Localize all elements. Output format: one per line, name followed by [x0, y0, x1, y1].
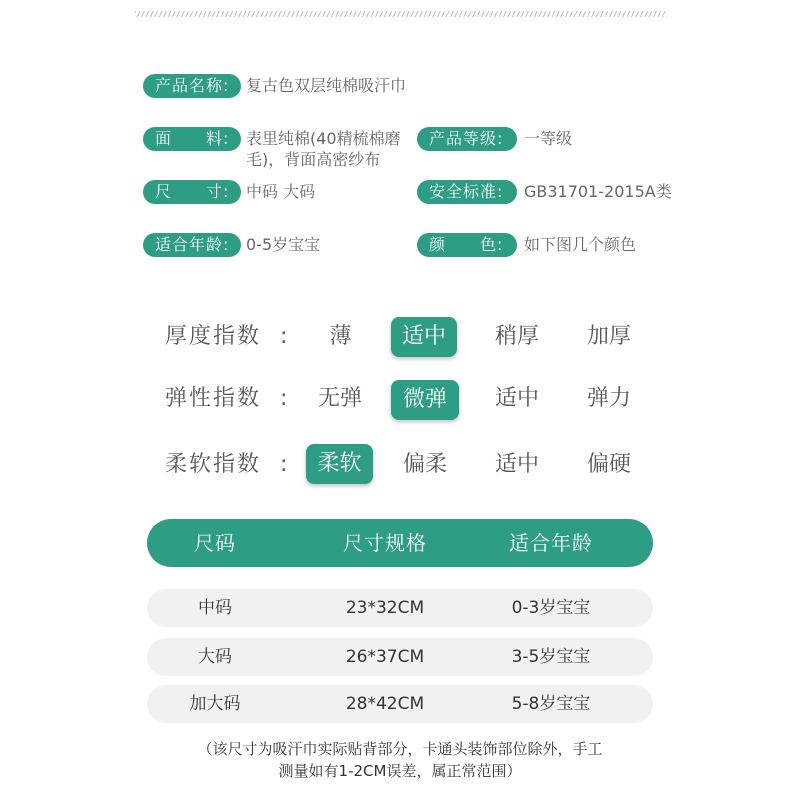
softness-option-medium: 适中 [494, 452, 539, 477]
softness-option-hard: 偏硬 [586, 452, 631, 477]
measurement-note-line-1: （该尺寸为吸汗巾实际贴背部分，卡通头装饰部位除外，手工 [197, 740, 603, 758]
row-size: 中码 [198, 598, 232, 618]
elasticity-option-none: 无弹 [317, 386, 362, 411]
elasticity-option-slight-selected: 微弹 [391, 380, 459, 420]
product-name-value: 复古色双层纯棉吸汗巾 [246, 76, 407, 95]
row-dimensions: 26*37CM [345, 647, 425, 667]
row-dimensions: 23*32CM [345, 598, 425, 618]
thickness-option-thin: 薄 [329, 324, 352, 349]
product-name-label: 产品名称: [143, 74, 241, 98]
color-label: 颜 色: [417, 233, 517, 257]
row-age: 5-8岁宝宝 [511, 694, 591, 714]
table-row [147, 589, 653, 627]
measurement-note [150, 738, 650, 782]
safety-standard-label: 安全标准: [417, 180, 517, 204]
thickness-option-thick: 加厚 [586, 324, 631, 349]
grade-value: 一等级 [524, 129, 573, 148]
softness-option-soft-selected: 柔软 [306, 444, 373, 484]
suitable-age-label: 适合年龄: [143, 233, 241, 257]
thickness-option-slightly-thick: 稍厚 [494, 324, 539, 349]
fabric-value-line-2: 毛)，背面高密纱布 [246, 150, 381, 169]
row-age: 0-3岁宝宝 [511, 598, 591, 618]
header-suitable-age: 适合年龄 [509, 531, 593, 555]
elasticity-option-medium: 适中 [494, 386, 539, 411]
elasticity-index-colon: : [280, 386, 290, 411]
row-size: 加大码 [189, 694, 241, 714]
size-table-header [147, 519, 653, 567]
softness-index-title: 柔软指数 [165, 452, 262, 477]
safety-standard-value: GB31701-2015A类 [524, 182, 672, 201]
row-dimensions: 28*42CM [345, 694, 425, 714]
header-dimensions: 尺寸规格 [343, 531, 427, 555]
row-size: 大码 [198, 647, 232, 667]
row-age: 3-5岁宝宝 [511, 647, 591, 667]
size-value: 中码 大码 [246, 182, 316, 201]
suitable-age-value: 0-5岁宝宝 [246, 235, 321, 254]
elasticity-index-title: 弹性指数 [165, 386, 262, 411]
header-size: 尺码 [194, 531, 236, 555]
top-hatched-divider [135, 11, 667, 17]
measurement-note-line-2: 测量如有1-2CM误差，属正常范围） [278, 762, 522, 780]
size-label: 尺 寸: [143, 180, 241, 204]
thickness-index-title: 厚度指数 [165, 324, 262, 349]
table-row [147, 685, 653, 723]
softness-index-colon: : [280, 452, 290, 477]
elasticity-option-stretch: 弹力 [586, 386, 631, 411]
fabric-label: 面 料: [143, 127, 241, 151]
grade-label: 产品等级: [417, 127, 517, 151]
color-value: 如下图几个颜色 [524, 235, 637, 254]
thickness-option-medium-selected: 适中 [391, 317, 457, 357]
table-row [147, 638, 653, 676]
softness-option-fairly-soft: 偏柔 [402, 452, 447, 477]
thickness-index-colon: : [280, 324, 290, 349]
fabric-value-line-1: 表里纯棉(40精梳棉磨 [246, 129, 401, 148]
